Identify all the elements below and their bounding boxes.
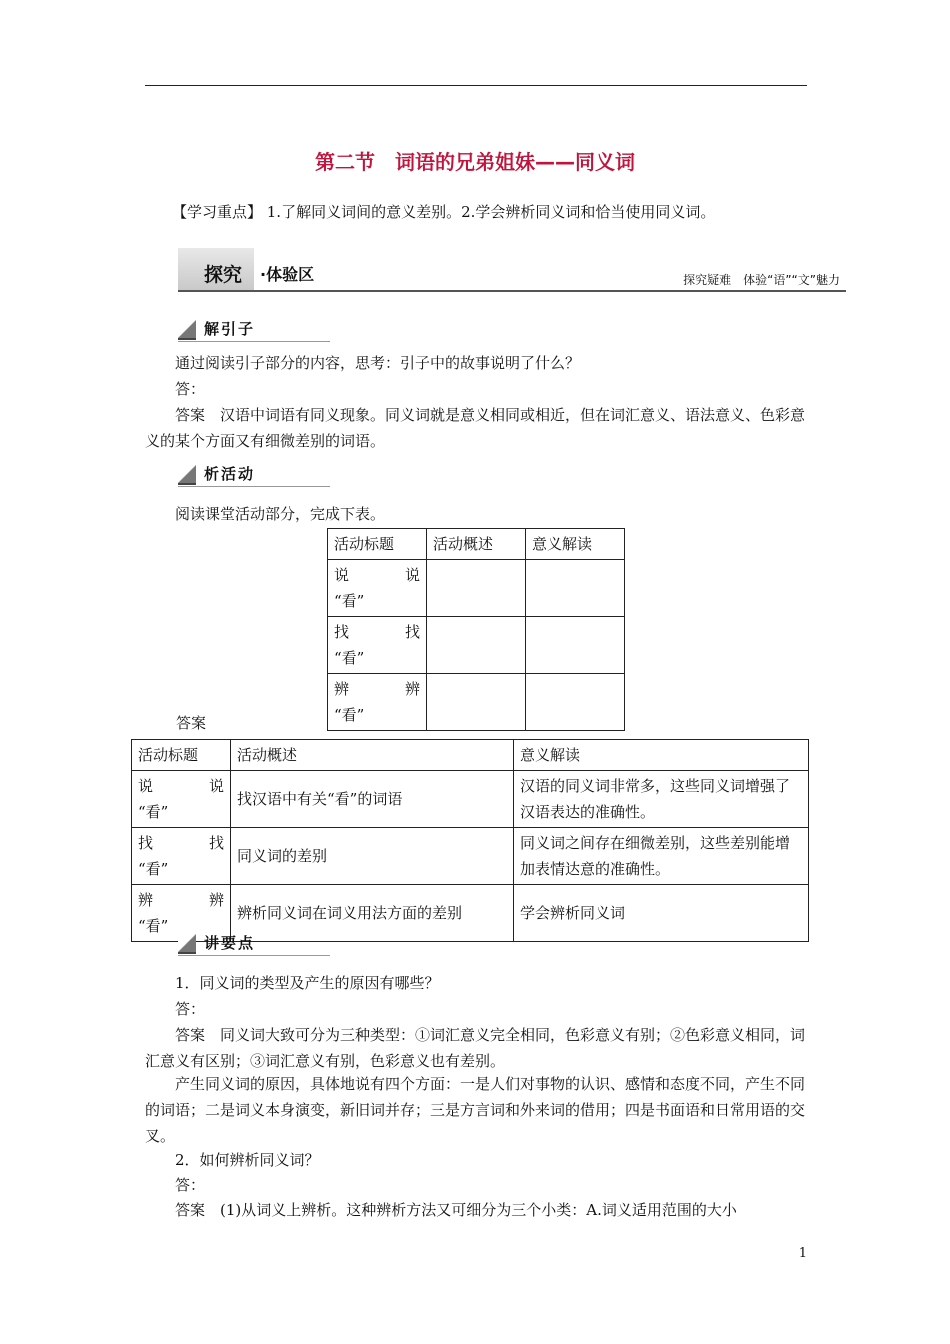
section-heading-1	[178, 318, 330, 342]
title-char: 说	[208, 777, 224, 795]
heading-underline	[178, 341, 330, 342]
title-cell	[328, 674, 427, 731]
meaning-cell: 汉语的同义词非常多，这些同义词增强了汉语表达的准确性。	[514, 771, 809, 828]
title-quote: “看”	[138, 860, 169, 878]
table-header-row	[328, 529, 625, 560]
title-char: 辨	[208, 891, 224, 909]
answer-label: 答案	[176, 714, 207, 732]
title-char: 找	[334, 623, 350, 641]
meaning-cell: 同义词之间存在细微差别，这些差别能增加表情达意的准确性。	[514, 828, 809, 885]
header-cell: 活动概述	[231, 740, 514, 771]
title-char: 说	[138, 777, 154, 795]
banner-main: 探究	[204, 264, 243, 286]
question-2: 2．如何辨析同义词？	[175, 1151, 320, 1169]
blank-cell[interactable]	[526, 560, 625, 617]
blank-cell[interactable]	[526, 617, 625, 674]
blank-cell[interactable]	[526, 674, 625, 731]
answer-table	[131, 739, 809, 942]
section2-instruction: 阅读课堂活动部分，完成下表。	[175, 505, 386, 523]
title-char: 辨	[404, 680, 420, 698]
table-row	[132, 771, 809, 828]
table-row	[328, 617, 625, 674]
table-header-row	[132, 740, 809, 771]
header-cell: 意义解读	[526, 529, 625, 560]
section1-answer-prompt: 答：	[175, 380, 206, 398]
triangle-icon	[178, 320, 196, 340]
header-cell: 意义解读	[514, 740, 809, 771]
heading-underline	[178, 955, 330, 956]
header-cell: 活动标题	[328, 529, 427, 560]
header-cell: 活动标题	[132, 740, 231, 771]
section1-answer: 答案 汉语中词语有同义现象。同义词就是意义相同或相近，但在词汇意义、语法意义、色彩意义的某个方面又有细微差别的词语。	[145, 406, 806, 450]
header-cell: 活动概述	[427, 529, 526, 560]
title-quote: “看”	[334, 649, 365, 667]
page-title: 第二节 词语的兄弟姐妹——同义词	[315, 150, 635, 174]
page-number: 1	[798, 1246, 807, 1261]
question-1-prompt: 答：	[175, 1000, 206, 1018]
banner-right: 探究疑难 体验“语”“文”魅力	[683, 273, 840, 287]
table-row	[328, 560, 625, 617]
question-2-answer: 答案 (1)从词义上辨析。这种辨析方法又可细分为三个小类：A.词义适用范围的大小	[175, 1201, 737, 1219]
title-char: 找	[404, 623, 420, 641]
heading-underline	[178, 486, 330, 487]
section-heading-label: 析活动	[204, 465, 256, 483]
title-quote: “看”	[138, 917, 169, 935]
title-cell	[328, 560, 427, 617]
top-rule	[145, 85, 807, 86]
title-quote: “看”	[334, 592, 365, 610]
title-cell	[132, 828, 231, 885]
question-2-prompt: 答：	[175, 1176, 206, 1194]
blank-cell[interactable]	[427, 617, 526, 674]
question-1-reason: 产生同义词的原因，具体地说有四个方面：一是人们对事物的认识、感情和态度不同，产生不同的词语；二是词义本身演变，新旧词并存；三是方言词和外来词的借用；四是书面语和日常用语的交叉。	[145, 1075, 806, 1145]
blank-cell[interactable]	[427, 560, 526, 617]
title-char: 说	[334, 566, 350, 584]
title-char: 辨	[334, 680, 350, 698]
title-cell	[328, 617, 427, 674]
section1-question: 通过阅读引子部分的内容，思考：引子中的故事说明了什么？	[175, 354, 581, 372]
question-1: 1．同义词的类型及产生的原因有哪些？	[175, 974, 440, 992]
section-heading-label: 解引子	[204, 320, 256, 338]
banner-rule	[178, 290, 846, 292]
title-cell	[132, 771, 231, 828]
title-char: 辨	[138, 891, 154, 909]
title-char: 说	[404, 566, 420, 584]
summary-cell: 辨析同义词在词义用法方面的差别	[231, 885, 514, 942]
title-quote: “看”	[138, 803, 169, 821]
summary-cell: 找汉语中有关“看”的词语	[231, 771, 514, 828]
title-char: 找	[138, 834, 154, 852]
title-char: 找	[208, 834, 224, 852]
blank-cell[interactable]	[427, 674, 526, 731]
table-row	[328, 674, 625, 731]
summary-cell: 同义词的差别	[231, 828, 514, 885]
section-heading-2	[178, 463, 330, 487]
triangle-icon	[178, 465, 196, 485]
triangle-icon	[178, 934, 196, 954]
question-1-answer: 答案 同义词大致可分为三种类型：①词汇意义完全相同，色彩意义有别；②色彩意义相同，词汇意义有区别；③词汇意义有别，色彩意义也有差别。	[145, 1026, 806, 1070]
title-quote: “看”	[334, 706, 365, 724]
section-banner	[178, 248, 846, 292]
table-row	[132, 828, 809, 885]
blank-table	[327, 528, 625, 731]
section-heading-3	[178, 932, 330, 956]
section-heading-label: 讲要点	[204, 934, 256, 952]
meaning-cell: 学会辨析同义词	[514, 885, 809, 942]
study-focus: 【学习重点】 1.了解同义词间的意义差别。2.学会辨析同义词和恰当使用同义词。	[172, 203, 716, 221]
banner-sub: ·体验区	[260, 265, 315, 284]
